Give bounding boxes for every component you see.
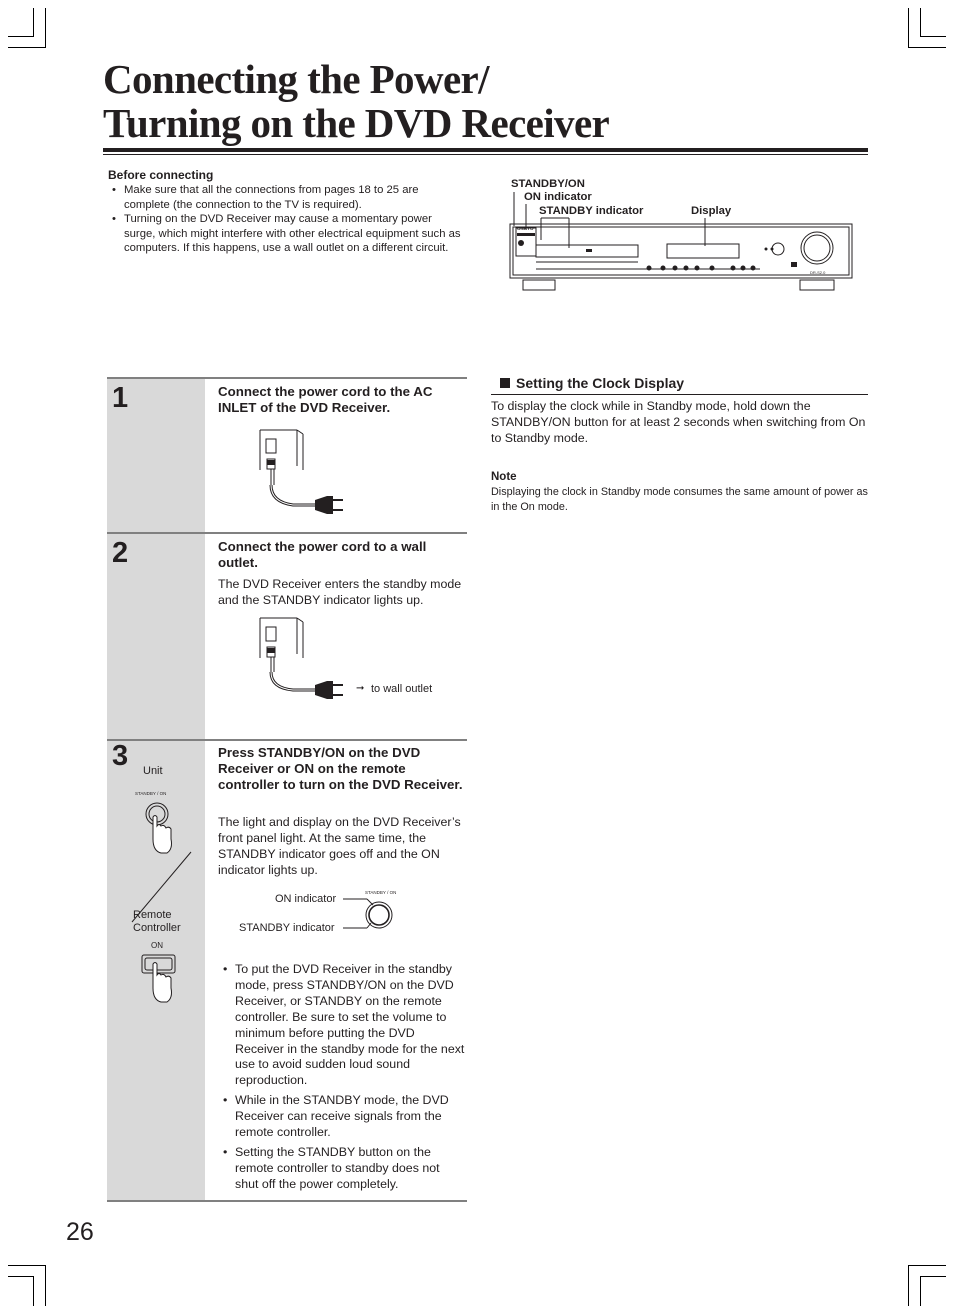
ac-inlet-illustration: [257, 422, 357, 522]
page-title-line-1: Connecting the Power/: [103, 56, 489, 102]
before-connecting-item: • Make sure that all the connections from pages 18 to 25 are complete (the connection to the TV is required).: [110, 183, 466, 212]
title-rule-thick: [103, 148, 868, 152]
step-3-heading: Press STANDBY/ON on the DVD Receiver or ON on the remote controller to turn on the DVD Receiver.: [218, 745, 463, 792]
step-3-note: • Setting the STANDBY button on the remote controller to standby does not shut off the power completely.: [220, 1145, 466, 1193]
front-panel-brand: ONKYO: [517, 226, 534, 231]
front-panel-illustration: [505, 190, 860, 295]
before-connecting-title: Before connecting: [108, 168, 214, 182]
remote-controller-label: [133, 909, 181, 935]
step-3-note: • To put the DVD Receiver in the standby mode, press STANDBY/ON on the DVD Receiver, or STANDBY on the remote controller. Be sure to set the volume to minimum before putting the DVD Receiver in the standby mode for the next use to avoid sudden loud sound reproduction.: [220, 962, 466, 1089]
standby-on-button-callout-icon: [343, 893, 403, 941]
standby-indicator-callout: STANDBY indicator: [239, 922, 335, 934]
clock-heading: [500, 375, 684, 391]
title-rule-thin: [103, 154, 868, 155]
remote-label-line-2: Controller: [133, 922, 181, 934]
standby-on-label: STANDBY/ON: [511, 178, 585, 190]
step-3-note: • While in the STANDBY mode, the DVD Receiver can receive signals from the remote controller.: [220, 1093, 466, 1141]
step-separator: [107, 1200, 467, 1202]
square-bullet-icon: [500, 378, 510, 388]
clock-heading-text: Setting the Clock Display: [516, 375, 685, 391]
remote-on-label: ON: [151, 941, 163, 950]
on-indicator-label: ON indicator: [524, 191, 592, 203]
step-3-body: The light and display on the DVD Receiver’s front panel light. At the same time, the STANDBY indicator goes off and the ON indicator lights up.: [218, 815, 461, 877]
step-3-notes: [220, 962, 466, 1197]
remote-label-line-1: Remote: [133, 909, 172, 921]
outlet-arrow-icon: ➞: [356, 683, 365, 694]
step-1-heading: Connect the power cord to the AC INLET of the DVD Receiver.: [218, 384, 433, 415]
note-body: Displaying the clock in Standby mode consumes the same amount of power as in the On mode.: [491, 486, 868, 513]
before-connecting-item: • Turning on the DVD Receiver may cause a momentary power surge, which might interfere with other electrical equipment such as computers. If this happens, use a wall outlet on a different circuit.: [110, 212, 466, 256]
remote-on-button-hand-icon: [139, 954, 179, 1006]
page-title-line-2: Turning on the DVD Receiver: [103, 100, 610, 146]
display-label: Display: [691, 205, 732, 217]
front-panel-model: DR-S2.0: [810, 270, 826, 275]
before-connecting-list: [110, 183, 466, 256]
standby-indicator-label: STANDBY indicator: [539, 205, 644, 217]
unit-button-label: STANDBY / ON: [135, 791, 167, 796]
on-indicator-callout: ON indicator: [275, 893, 337, 905]
page-number: 26: [66, 1218, 94, 1246]
unit-label: Unit: [143, 765, 163, 777]
wall-outlet-illustration: [257, 612, 357, 707]
clock-heading-rule: [491, 394, 868, 395]
page-title: [103, 57, 609, 145]
unit-button-hand-icon: [137, 797, 177, 857]
to-wall-outlet-label: to wall outlet: [371, 683, 433, 695]
step-2-heading: Connect the power cord to a wall outlet.: [218, 539, 427, 570]
clock-body: To display the clock while in Standby mode, hold down the STANDBY/ON button for at least 2 seconds when switching from On to Standby mode.: [491, 399, 866, 445]
note-title: Note: [491, 471, 517, 483]
step-2-body: The DVD Receiver enters the standby mode and the STANDBY indicator lights up.: [218, 577, 462, 607]
step-2-number: 2: [112, 537, 129, 569]
steps-panel: [107, 377, 467, 1202]
callout-button-label: STANDBY / ON: [365, 890, 397, 895]
step-3-number: 3: [112, 740, 129, 772]
step-1-number: 1: [112, 382, 129, 414]
